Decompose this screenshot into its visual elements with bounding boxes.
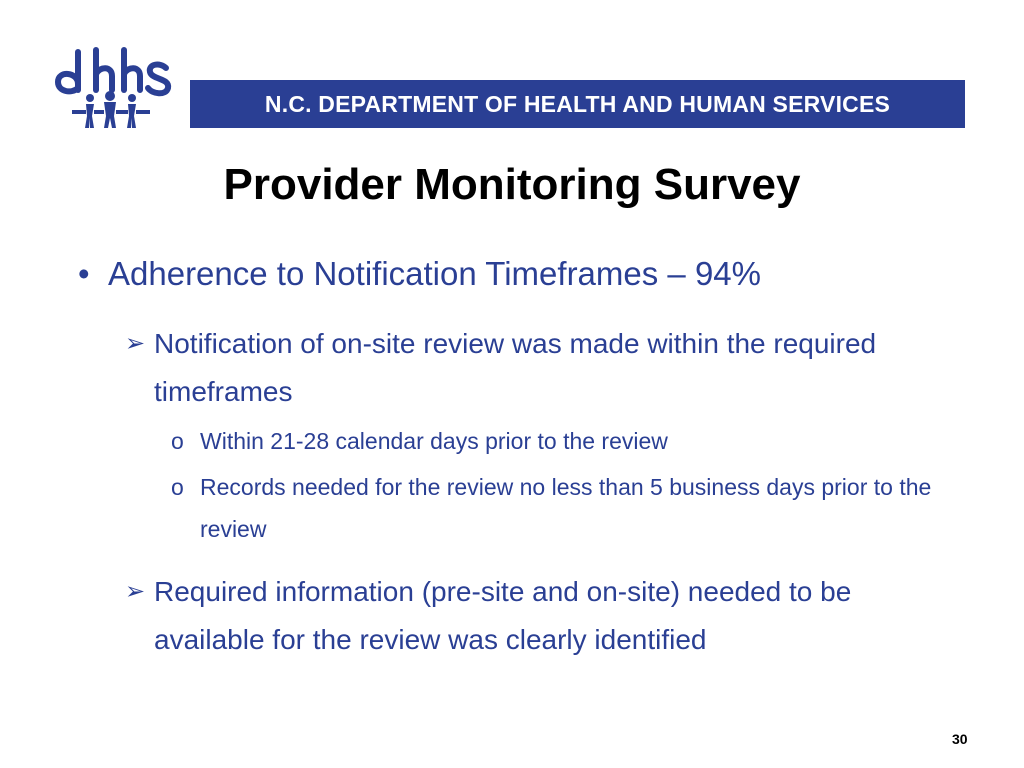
- circle-bullet-icon: o: [171, 474, 184, 500]
- sub-bullet-notification: [125, 320, 958, 416]
- circle-bullet-icon: o: [171, 428, 184, 454]
- sub-item-calendar-days: [171, 420, 958, 462]
- slide-body: [78, 252, 958, 664]
- bullet-main-text: Adherence to Notification Timeframes – 94%: [108, 255, 761, 292]
- slide-title: Provider Monitoring Survey: [223, 160, 801, 209]
- sub-bullet-required-info-text: Required information (pre-site and on-site) needed to be available for the review was clearly identified: [154, 576, 852, 655]
- org-name: N.C. DEPARTMENT OF HEALTH AND HUMAN SERVICES: [264, 90, 891, 117]
- arrow-bullet-icon: ➢: [125, 578, 146, 605]
- dhhs-logo: [52, 44, 180, 130]
- bullet-dot-icon: •: [78, 255, 90, 292]
- arrow-bullet-icon: ➢: [125, 330, 146, 357]
- bullet-main: [78, 252, 958, 296]
- sub-bullet-notification-text: Notification of on-site review was made within the required timeframes: [154, 328, 877, 407]
- org-banner: [190, 80, 965, 128]
- sub-item-calendar-days-text: Within 21-28 calendar days prior to the review: [200, 428, 668, 454]
- sub-bullet-required-info: [125, 568, 958, 664]
- sub-item-business-days-text: Records needed for the review no less than 5 business days prior to the review: [200, 474, 932, 542]
- sub-item-business-days: [171, 466, 958, 550]
- page-number: 30: [952, 731, 968, 747]
